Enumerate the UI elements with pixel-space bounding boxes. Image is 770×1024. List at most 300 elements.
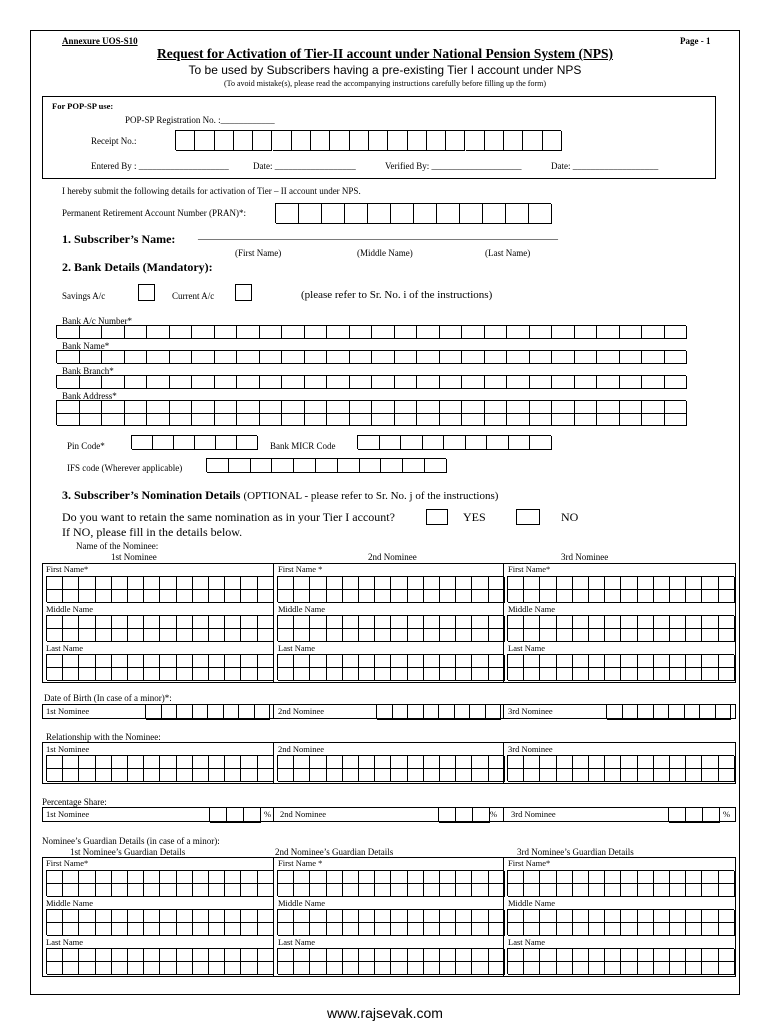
char-box[interactable] bbox=[524, 590, 540, 603]
char-box[interactable] bbox=[294, 962, 310, 975]
char-box[interactable] bbox=[102, 414, 125, 427]
char-box[interactable] bbox=[391, 871, 407, 884]
char-box[interactable] bbox=[669, 808, 686, 823]
char-box[interactable] bbox=[620, 414, 643, 427]
char-box[interactable] bbox=[589, 616, 605, 629]
char-box[interactable] bbox=[63, 949, 79, 962]
char-box[interactable] bbox=[575, 401, 598, 414]
n2-last-boxes[interactable] bbox=[277, 654, 504, 680]
char-box[interactable] bbox=[79, 590, 95, 603]
n1-first-boxes[interactable] bbox=[46, 576, 273, 602]
char-box[interactable] bbox=[670, 962, 686, 975]
yes-checkbox[interactable] bbox=[426, 509, 448, 525]
pin-code-boxes[interactable] bbox=[131, 435, 257, 449]
char-box[interactable] bbox=[686, 808, 703, 823]
char-box[interactable] bbox=[654, 616, 670, 629]
n3-first-boxes[interactable] bbox=[507, 576, 734, 602]
char-box[interactable] bbox=[241, 949, 257, 962]
char-box[interactable] bbox=[327, 616, 343, 629]
char-box[interactable] bbox=[621, 616, 637, 629]
char-box[interactable] bbox=[350, 326, 373, 339]
char-box[interactable] bbox=[573, 577, 589, 590]
char-box[interactable] bbox=[193, 769, 209, 782]
char-box[interactable] bbox=[144, 577, 160, 590]
char-box[interactable] bbox=[294, 629, 310, 642]
char-box[interactable] bbox=[557, 629, 573, 642]
char-box[interactable] bbox=[540, 668, 556, 681]
char-box[interactable] bbox=[719, 590, 735, 603]
char-box[interactable] bbox=[310, 590, 326, 603]
char-box[interactable] bbox=[260, 351, 283, 364]
char-box[interactable] bbox=[573, 756, 589, 769]
char-box[interactable] bbox=[575, 326, 598, 339]
char-box[interactable] bbox=[225, 616, 241, 629]
char-box[interactable] bbox=[57, 376, 80, 389]
char-box[interactable] bbox=[225, 884, 241, 897]
n3-last-boxes[interactable] bbox=[507, 654, 734, 680]
char-box[interactable] bbox=[508, 756, 524, 769]
char-box[interactable] bbox=[327, 629, 343, 642]
char-box[interactable] bbox=[702, 616, 718, 629]
char-box[interactable] bbox=[638, 871, 654, 884]
char-box[interactable] bbox=[669, 705, 685, 720]
char-box[interactable] bbox=[215, 376, 238, 389]
char-box[interactable] bbox=[446, 131, 465, 151]
char-box[interactable] bbox=[483, 204, 506, 224]
char-box[interactable] bbox=[575, 414, 598, 427]
n2-first-boxes[interactable] bbox=[277, 576, 504, 602]
char-box[interactable] bbox=[456, 590, 472, 603]
char-box[interactable] bbox=[278, 590, 294, 603]
char-box[interactable] bbox=[282, 401, 305, 414]
char-box[interactable] bbox=[621, 655, 637, 668]
char-box[interactable] bbox=[540, 616, 556, 629]
char-box[interactable] bbox=[395, 326, 418, 339]
char-box[interactable] bbox=[557, 949, 573, 962]
char-box[interactable] bbox=[225, 910, 241, 923]
char-box[interactable] bbox=[160, 769, 176, 782]
char-box[interactable] bbox=[702, 590, 718, 603]
char-box[interactable] bbox=[239, 705, 255, 720]
char-box[interactable] bbox=[456, 884, 472, 897]
char-box[interactable] bbox=[605, 590, 621, 603]
char-box[interactable] bbox=[282, 326, 305, 339]
char-box[interactable] bbox=[177, 884, 193, 897]
char-box[interactable] bbox=[440, 655, 456, 668]
char-box[interactable] bbox=[489, 616, 505, 629]
char-box[interactable] bbox=[310, 616, 326, 629]
char-box[interactable] bbox=[359, 616, 375, 629]
char-box[interactable] bbox=[255, 705, 271, 720]
char-box[interactable] bbox=[57, 414, 80, 427]
char-box[interactable] bbox=[621, 769, 637, 782]
char-box[interactable] bbox=[193, 629, 209, 642]
char-box[interactable] bbox=[462, 401, 485, 414]
char-box[interactable] bbox=[408, 577, 424, 590]
char-box[interactable] bbox=[524, 629, 540, 642]
char-box[interactable] bbox=[395, 376, 418, 389]
char-box[interactable] bbox=[330, 131, 349, 151]
char-box[interactable] bbox=[620, 376, 643, 389]
char-box[interactable] bbox=[540, 923, 556, 936]
bank-name-boxes[interactable] bbox=[56, 350, 686, 363]
char-box[interactable] bbox=[540, 949, 556, 962]
char-box[interactable] bbox=[258, 884, 274, 897]
char-box[interactable] bbox=[170, 401, 193, 414]
char-box[interactable] bbox=[147, 401, 170, 414]
char-box[interactable] bbox=[654, 668, 670, 681]
char-box[interactable] bbox=[216, 436, 237, 450]
char-box[interactable] bbox=[258, 923, 274, 936]
char-box[interactable] bbox=[530, 436, 552, 450]
char-box[interactable] bbox=[227, 808, 244, 823]
char-box[interactable] bbox=[508, 668, 524, 681]
char-box[interactable] bbox=[193, 884, 209, 897]
char-box[interactable] bbox=[47, 923, 63, 936]
char-box[interactable] bbox=[144, 668, 160, 681]
char-box[interactable] bbox=[258, 668, 274, 681]
char-box[interactable] bbox=[557, 668, 573, 681]
char-box[interactable] bbox=[160, 962, 176, 975]
char-box[interactable] bbox=[508, 616, 524, 629]
rel2-boxes[interactable] bbox=[277, 755, 504, 781]
char-box[interactable] bbox=[462, 414, 485, 427]
bank-branch-boxes[interactable] bbox=[56, 375, 686, 388]
char-box[interactable] bbox=[125, 401, 148, 414]
char-box[interactable] bbox=[686, 616, 702, 629]
char-box[interactable] bbox=[79, 629, 95, 642]
char-box[interactable] bbox=[305, 414, 328, 427]
char-box[interactable] bbox=[160, 668, 176, 681]
char-box[interactable] bbox=[440, 910, 456, 923]
char-box[interactable] bbox=[702, 884, 718, 897]
char-box[interactable] bbox=[176, 131, 195, 151]
char-box[interactable] bbox=[702, 769, 718, 782]
char-box[interactable] bbox=[327, 871, 343, 884]
char-box[interactable] bbox=[359, 884, 375, 897]
char-box[interactable] bbox=[393, 705, 409, 720]
char-box[interactable] bbox=[125, 351, 148, 364]
char-box[interactable] bbox=[160, 910, 176, 923]
date-field-2[interactable]: Date: ___________________ bbox=[551, 161, 659, 171]
char-box[interactable] bbox=[473, 808, 490, 823]
char-box[interactable] bbox=[620, 401, 643, 414]
char-box[interactable] bbox=[112, 769, 128, 782]
char-box[interactable] bbox=[278, 629, 294, 642]
n1-middle-boxes[interactable] bbox=[46, 615, 273, 641]
char-box[interactable] bbox=[638, 705, 654, 720]
char-box[interactable] bbox=[508, 629, 524, 642]
char-box[interactable] bbox=[170, 376, 193, 389]
char-box[interactable] bbox=[225, 756, 241, 769]
char-box[interactable] bbox=[177, 962, 193, 975]
char-box[interactable] bbox=[485, 351, 508, 364]
char-box[interactable] bbox=[327, 756, 343, 769]
char-box[interactable] bbox=[504, 131, 523, 151]
char-box[interactable] bbox=[294, 910, 310, 923]
char-box[interactable] bbox=[47, 655, 63, 668]
char-box[interactable] bbox=[605, 577, 621, 590]
char-box[interactable] bbox=[294, 616, 310, 629]
char-box[interactable] bbox=[96, 910, 112, 923]
char-box[interactable] bbox=[128, 871, 144, 884]
char-box[interactable] bbox=[642, 414, 665, 427]
micr-boxes[interactable] bbox=[357, 435, 551, 449]
char-box[interactable] bbox=[540, 871, 556, 884]
char-box[interactable] bbox=[144, 629, 160, 642]
char-box[interactable] bbox=[552, 326, 575, 339]
char-box[interactable] bbox=[391, 962, 407, 975]
savings-checkbox[interactable] bbox=[138, 284, 155, 301]
char-box[interactable] bbox=[209, 616, 225, 629]
char-box[interactable] bbox=[424, 884, 440, 897]
char-box[interactable] bbox=[96, 769, 112, 782]
char-box[interactable] bbox=[589, 769, 605, 782]
char-box[interactable] bbox=[719, 655, 735, 668]
char-box[interactable] bbox=[489, 962, 505, 975]
char-box[interactable] bbox=[327, 401, 350, 414]
char-box[interactable] bbox=[359, 655, 375, 668]
char-box[interactable] bbox=[557, 616, 573, 629]
char-box[interactable] bbox=[177, 590, 193, 603]
char-box[interactable] bbox=[375, 910, 391, 923]
char-box[interactable] bbox=[80, 376, 103, 389]
verified-by-field[interactable]: Verified By: ____________________ bbox=[385, 161, 522, 171]
char-box[interactable] bbox=[621, 577, 637, 590]
char-box[interactable] bbox=[589, 590, 605, 603]
char-box[interactable] bbox=[424, 871, 440, 884]
char-box[interactable] bbox=[278, 655, 294, 668]
char-box[interactable] bbox=[552, 351, 575, 364]
char-box[interactable] bbox=[508, 577, 524, 590]
char-box[interactable] bbox=[466, 131, 485, 151]
char-box[interactable] bbox=[557, 962, 573, 975]
char-box[interactable] bbox=[258, 910, 274, 923]
char-box[interactable] bbox=[395, 401, 418, 414]
char-box[interactable] bbox=[375, 949, 391, 962]
char-box[interactable] bbox=[80, 401, 103, 414]
char-box[interactable] bbox=[456, 769, 472, 782]
pop-registration-field[interactable]: POP-SP Registration No. :____________ bbox=[125, 115, 275, 125]
char-box[interactable] bbox=[96, 668, 112, 681]
char-box[interactable] bbox=[258, 962, 274, 975]
char-box[interactable] bbox=[686, 910, 702, 923]
char-box[interactable] bbox=[575, 351, 598, 364]
char-box[interactable] bbox=[686, 577, 702, 590]
char-box[interactable] bbox=[524, 910, 540, 923]
char-box[interactable] bbox=[670, 668, 686, 681]
char-box[interactable] bbox=[589, 655, 605, 668]
char-box[interactable] bbox=[557, 884, 573, 897]
char-box[interactable] bbox=[225, 655, 241, 668]
char-box[interactable] bbox=[80, 351, 103, 364]
char-box[interactable] bbox=[237, 326, 260, 339]
char-box[interactable] bbox=[408, 910, 424, 923]
char-box[interactable] bbox=[327, 910, 343, 923]
g2-middle-boxes[interactable] bbox=[277, 909, 504, 935]
char-box[interactable] bbox=[359, 629, 375, 642]
char-box[interactable] bbox=[530, 414, 553, 427]
char-box[interactable] bbox=[350, 376, 373, 389]
char-box[interactable] bbox=[414, 204, 437, 224]
char-box[interactable] bbox=[207, 459, 229, 473]
char-box[interactable] bbox=[424, 577, 440, 590]
char-box[interactable] bbox=[597, 326, 620, 339]
char-box[interactable] bbox=[573, 962, 589, 975]
char-box[interactable] bbox=[327, 655, 343, 668]
char-box[interactable] bbox=[209, 577, 225, 590]
char-box[interactable] bbox=[391, 668, 407, 681]
char-box[interactable] bbox=[359, 923, 375, 936]
char-box[interactable] bbox=[147, 376, 170, 389]
char-box[interactable] bbox=[424, 705, 440, 720]
char-box[interactable] bbox=[642, 376, 665, 389]
char-box[interactable] bbox=[408, 655, 424, 668]
char-box[interactable] bbox=[63, 629, 79, 642]
char-box[interactable] bbox=[408, 616, 424, 629]
char-box[interactable] bbox=[241, 590, 257, 603]
char-box[interactable] bbox=[440, 401, 463, 414]
char-box[interactable] bbox=[132, 436, 153, 450]
char-box[interactable] bbox=[375, 871, 391, 884]
char-box[interactable] bbox=[605, 949, 621, 962]
char-box[interactable] bbox=[440, 376, 463, 389]
char-box[interactable] bbox=[670, 910, 686, 923]
char-box[interactable] bbox=[489, 871, 505, 884]
char-box[interactable] bbox=[79, 769, 95, 782]
char-box[interactable] bbox=[359, 590, 375, 603]
char-box[interactable] bbox=[605, 871, 621, 884]
char-box[interactable] bbox=[702, 756, 718, 769]
ifs-boxes[interactable] bbox=[206, 458, 446, 472]
char-box[interactable] bbox=[192, 414, 215, 427]
char-box[interactable] bbox=[530, 351, 553, 364]
char-box[interactable] bbox=[258, 577, 274, 590]
char-box[interactable] bbox=[375, 590, 391, 603]
char-box[interactable] bbox=[47, 949, 63, 962]
char-box[interactable] bbox=[47, 871, 63, 884]
char-box[interactable] bbox=[605, 668, 621, 681]
char-box[interactable] bbox=[621, 910, 637, 923]
char-box[interactable] bbox=[573, 871, 589, 884]
char-box[interactable] bbox=[462, 376, 485, 389]
char-box[interactable] bbox=[258, 590, 274, 603]
char-box[interactable] bbox=[160, 616, 176, 629]
char-box[interactable] bbox=[597, 401, 620, 414]
char-box[interactable] bbox=[552, 401, 575, 414]
char-box[interactable] bbox=[605, 769, 621, 782]
char-box[interactable] bbox=[310, 949, 326, 962]
char-box[interactable] bbox=[440, 629, 456, 642]
char-box[interactable] bbox=[507, 326, 530, 339]
char-box[interactable] bbox=[508, 769, 524, 782]
char-box[interactable] bbox=[345, 204, 368, 224]
char-box[interactable] bbox=[57, 401, 80, 414]
char-box[interactable] bbox=[440, 923, 456, 936]
char-box[interactable] bbox=[391, 769, 407, 782]
char-box[interactable] bbox=[241, 616, 257, 629]
char-box[interactable] bbox=[472, 629, 488, 642]
char-box[interactable] bbox=[719, 769, 735, 782]
char-box[interactable] bbox=[408, 705, 424, 720]
char-box[interactable] bbox=[719, 962, 735, 975]
char-box[interactable] bbox=[47, 910, 63, 923]
char-box[interactable] bbox=[472, 884, 488, 897]
char-box[interactable] bbox=[327, 923, 343, 936]
char-box[interactable] bbox=[472, 923, 488, 936]
char-box[interactable] bbox=[654, 577, 670, 590]
char-box[interactable] bbox=[210, 808, 227, 823]
char-box[interactable] bbox=[209, 962, 225, 975]
char-box[interactable] bbox=[144, 590, 160, 603]
char-box[interactable] bbox=[327, 884, 343, 897]
char-box[interactable] bbox=[530, 401, 553, 414]
char-box[interactable] bbox=[209, 668, 225, 681]
char-box[interactable] bbox=[540, 756, 556, 769]
char-box[interactable] bbox=[719, 577, 735, 590]
char-box[interactable] bbox=[719, 629, 735, 642]
char-box[interactable] bbox=[485, 414, 508, 427]
char-box[interactable] bbox=[427, 131, 446, 151]
char-box[interactable] bbox=[144, 655, 160, 668]
char-box[interactable] bbox=[654, 756, 670, 769]
char-box[interactable] bbox=[225, 871, 241, 884]
char-box[interactable] bbox=[102, 401, 125, 414]
char-box[interactable] bbox=[241, 655, 257, 668]
char-box[interactable] bbox=[642, 351, 665, 364]
char-box[interactable] bbox=[375, 884, 391, 897]
char-box[interactable] bbox=[278, 910, 294, 923]
char-box[interactable] bbox=[327, 414, 350, 427]
char-box[interactable] bbox=[146, 705, 162, 720]
char-box[interactable] bbox=[702, 871, 718, 884]
char-box[interactable] bbox=[63, 616, 79, 629]
char-box[interactable] bbox=[375, 655, 391, 668]
char-box[interactable] bbox=[350, 414, 373, 427]
current-checkbox[interactable] bbox=[235, 284, 252, 301]
char-box[interactable] bbox=[47, 629, 63, 642]
char-box[interactable] bbox=[147, 414, 170, 427]
char-box[interactable] bbox=[540, 577, 556, 590]
char-box[interactable] bbox=[654, 910, 670, 923]
char-box[interactable] bbox=[489, 668, 505, 681]
char-box[interactable] bbox=[605, 884, 621, 897]
char-box[interactable] bbox=[63, 590, 79, 603]
pct2-boxes[interactable] bbox=[438, 807, 489, 822]
char-box[interactable] bbox=[508, 884, 524, 897]
char-box[interactable] bbox=[359, 769, 375, 782]
dob3-boxes[interactable] bbox=[606, 704, 730, 719]
char-box[interactable] bbox=[128, 884, 144, 897]
char-box[interactable] bbox=[408, 131, 427, 151]
char-box[interactable] bbox=[193, 949, 209, 962]
char-box[interactable] bbox=[540, 910, 556, 923]
char-box[interactable] bbox=[128, 949, 144, 962]
char-box[interactable] bbox=[597, 376, 620, 389]
char-box[interactable] bbox=[177, 629, 193, 642]
char-box[interactable] bbox=[160, 949, 176, 962]
char-box[interactable] bbox=[174, 436, 195, 450]
char-box[interactable] bbox=[63, 769, 79, 782]
char-box[interactable] bbox=[507, 401, 530, 414]
char-box[interactable] bbox=[193, 962, 209, 975]
char-box[interactable] bbox=[437, 204, 460, 224]
char-box[interactable] bbox=[359, 949, 375, 962]
char-box[interactable] bbox=[160, 756, 176, 769]
char-box[interactable] bbox=[144, 962, 160, 975]
char-box[interactable] bbox=[489, 923, 505, 936]
char-box[interactable] bbox=[540, 884, 556, 897]
